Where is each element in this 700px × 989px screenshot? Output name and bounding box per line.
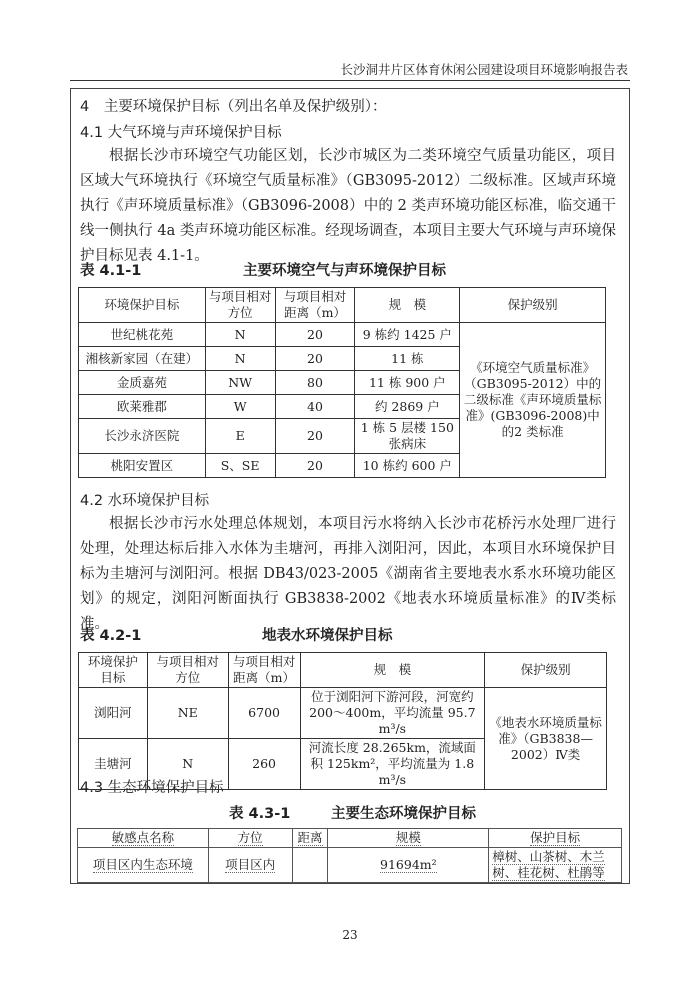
cell-text: 91694m² <box>380 857 437 872</box>
page-number: 23 <box>342 928 358 942</box>
table-title: 主要生态环境保护目标 <box>331 806 476 822</box>
table-cell <box>78 829 209 848</box>
table-cell: 1 栋 5 层楼 150 张病床 <box>355 419 460 454</box>
table-cell <box>208 848 292 883</box>
running-header: 长沙洞井片区体育休闲公园建设项目环境影响报告表 <box>340 62 628 77</box>
table-cell: 保护级别 <box>460 288 606 323</box>
table-cell: 浏阳河 <box>79 688 148 739</box>
table-cell: 260 <box>228 739 300 790</box>
paragraph-4-1: 根据长沙市环境空气功能区划，长沙市城区为二类环境空气质量功能区，项目区域大气环境执行《环境空气质量标准》（GB3095-2012）二级标准。区域声环境执行《声环境质量标准》（GB3096-2008）中的 2 类声环境功能区标准，临交通干线一侧执行 4a 类声环境功能区标准。经现场调查，本项目主要大气环境与声环境保护目标见表 4.1-1。 <box>80 148 616 264</box>
table-row <box>79 688 607 739</box>
table-cell: 桃阳安置区 <box>79 454 206 478</box>
subsection-heading-4-1: 4.1 大气环境与声环境保护目标 <box>80 125 282 141</box>
cell-text: 保护目标 <box>530 830 581 845</box>
table-cell: 约 2869 户 <box>355 395 460 419</box>
table-4-3-1 <box>77 828 622 883</box>
table-cell: 《环境空气质量标准》（GB3095-2012）中的二级标准《声环境质量标准》(GB3096-2008)中的2 类标准 <box>460 323 606 478</box>
table-cell <box>328 848 489 883</box>
table-cell: 河流长度 28.265km，流域面积 125km²，平均流量为 1.8 m³/s <box>300 739 485 790</box>
table-cell <box>78 848 209 883</box>
table-cell <box>208 829 292 848</box>
cell-text: 项目区内生态环境 <box>92 857 193 872</box>
table-cell: 环境保护目标 <box>79 288 206 323</box>
table-cell <box>489 829 622 848</box>
table-row <box>79 323 606 347</box>
table-cell: 湘核新家园（在建） <box>79 347 206 371</box>
header-rule <box>70 80 630 81</box>
table-cell: 10 栋约 600 户 <box>355 454 460 478</box>
subsection-heading-4-2: 4.2 水环境保护目标 <box>80 493 210 509</box>
cell-text: 敏感点名称 <box>111 830 175 845</box>
table-cell: 保护级别 <box>485 653 607 688</box>
table-cell: 11 栋 900 户 <box>355 371 460 395</box>
table-cell: 与项目相对距离（m） <box>228 653 300 688</box>
table-cell: E <box>205 419 275 454</box>
section-heading: 4 主要环境保护目标（列出名单及保护级别）： <box>80 99 387 115</box>
table-cell: 位于浏阳河下游河段，河宽约 200～400m，平均流量 95.7 m³/s <box>300 688 485 739</box>
table-row <box>78 848 622 883</box>
table-number: 表 4.1-1 <box>80 263 142 279</box>
table-cell <box>292 848 328 883</box>
table-cell: 20 <box>275 419 355 454</box>
table-cell: N <box>205 323 275 347</box>
table-cell: S、SE <box>205 454 275 478</box>
table-cell: 11 栋 <box>355 347 460 371</box>
table-cell: 世纪桃花苑 <box>79 323 206 347</box>
table-number: 表 4.3-1 <box>229 806 291 822</box>
table-cell: N <box>147 739 228 790</box>
table-cell <box>489 848 622 883</box>
table-cell: 欧莱雅郡 <box>79 395 206 419</box>
table-cell: 9 栋约 1425 户 <box>355 323 460 347</box>
subsection-heading-4-3: 4.3 生态环境保护目标 <box>80 780 224 796</box>
table-cell: 与项目相对方位 <box>147 653 228 688</box>
table-cell: 规 模 <box>300 653 485 688</box>
table-cell: 金质嘉苑 <box>79 371 206 395</box>
table-title: 地表水环境保护目标 <box>262 628 393 644</box>
table-cell: 80 <box>275 371 355 395</box>
table-cell: 圭塘河 <box>79 739 148 790</box>
cell-text: 距离 <box>297 830 323 845</box>
paragraph-4-2: 根据长沙市污水处理总体规划，本项目污水将纳入长沙市花桥污水处理厂进行处理，处理达标后排入水体为圭塘河，再排入浏阳河，因此，本项目水环境保护目标为圭塘河与浏阳河。根据 DB43/023-2005《湖南省主要地表水系水环境功能区划》的规定，浏阳河断面执行 GB3838-2002《地表水环境质量标准》的Ⅳ类标准。 <box>80 516 616 632</box>
table-cell: NE <box>147 688 228 739</box>
table-cell: 与项目相对方位 <box>205 288 275 323</box>
table-cell: 环境保护目标 <box>79 653 148 688</box>
table-cell: 长沙永济医院 <box>79 419 206 454</box>
table-4-2-1 <box>78 652 607 790</box>
table-number: 表 4.2-1 <box>80 628 142 644</box>
table-cell: 20 <box>275 454 355 478</box>
table-cell: W <box>205 395 275 419</box>
table-cell: 与项目相对距离（m） <box>275 288 355 323</box>
table-cell: 20 <box>275 347 355 371</box>
cell-text: 项目区内 <box>225 857 276 872</box>
table-cell <box>292 829 328 848</box>
table-cell: 40 <box>275 395 355 419</box>
table-cell: NW <box>205 371 275 395</box>
table-cell: 6700 <box>228 688 300 739</box>
table-title: 主要环境空气与声环境保护目标 <box>243 263 446 279</box>
cell-text: 方位 <box>237 830 263 845</box>
table-cell: 20 <box>275 323 355 347</box>
cell-text: 规模 <box>395 830 421 845</box>
table-cell: N <box>205 347 275 371</box>
table-4-1-1 <box>78 287 606 478</box>
table-cell: 《地表水环境质量标准》（GB3838—2002）Ⅳ类 <box>485 688 607 790</box>
table-cell: 规 模 <box>355 288 460 323</box>
cell-text: 樟树、山茶树、木兰树、桂花树、杜鹃等 <box>492 849 605 880</box>
table-cell <box>328 829 489 848</box>
